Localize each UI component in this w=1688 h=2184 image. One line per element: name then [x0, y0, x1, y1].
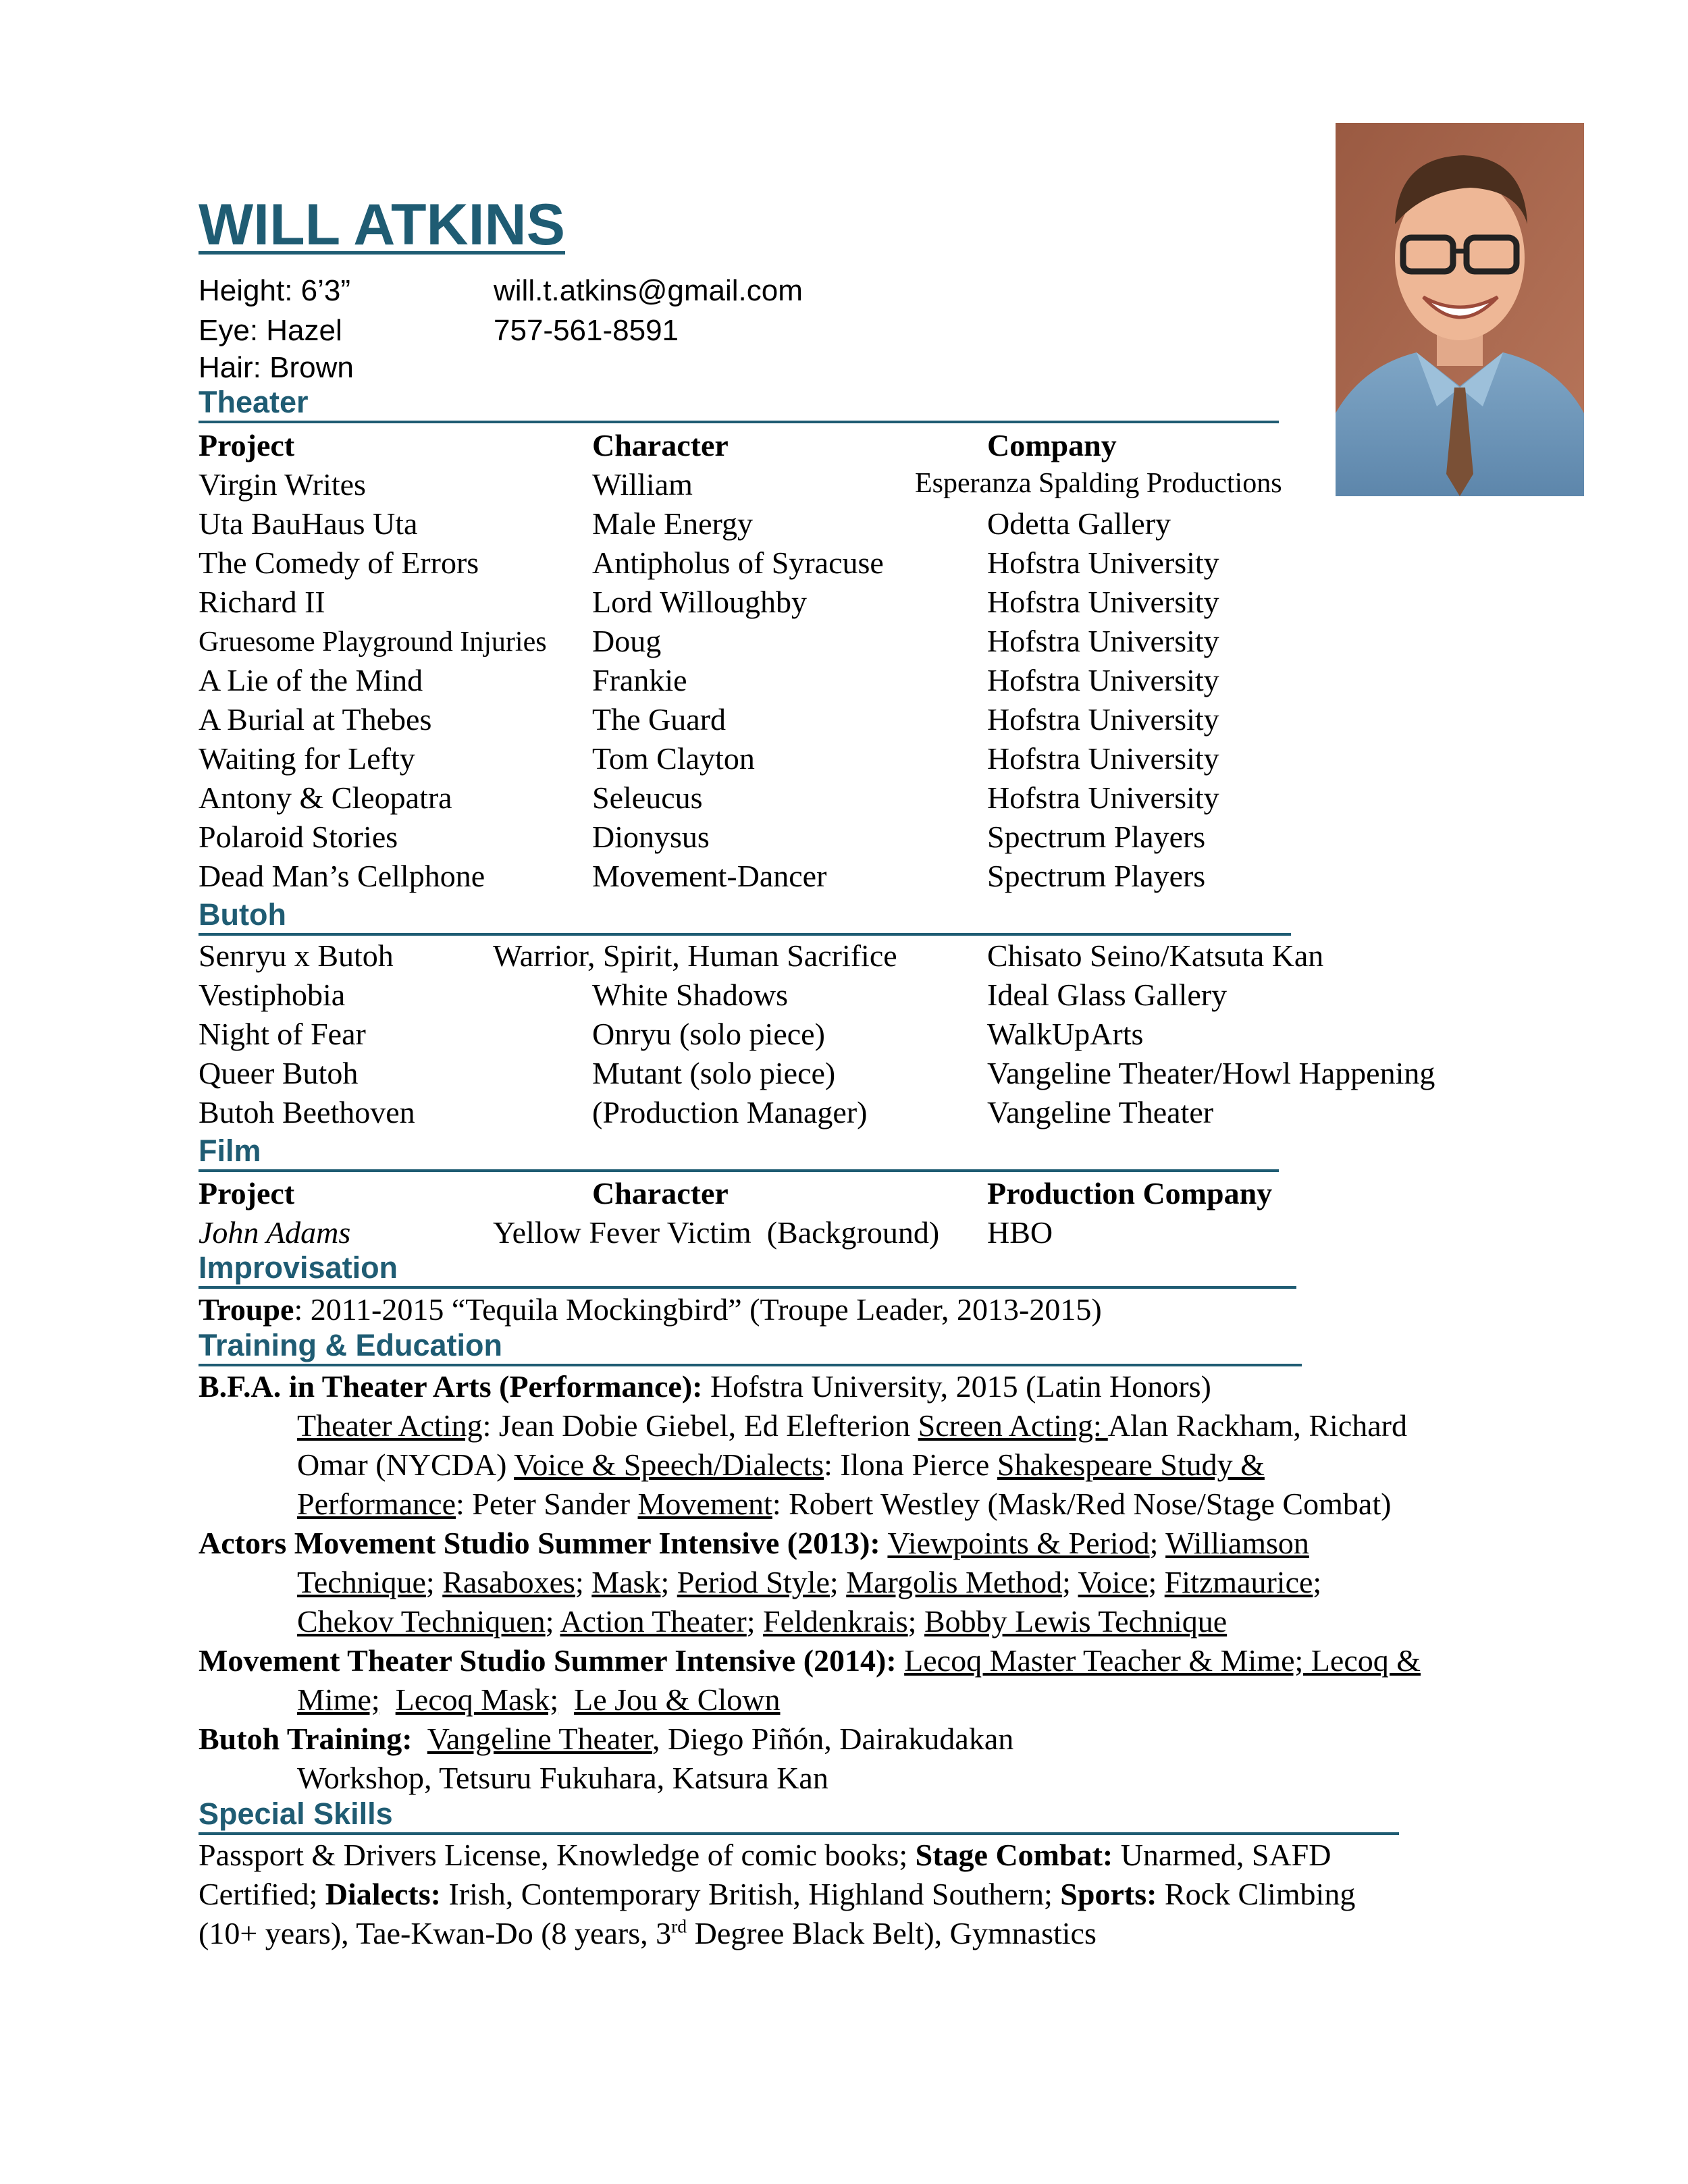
skills-text: (10+ years), Tae-Kwan-Do (8 years, 3 [199, 1916, 672, 1950]
training-course: Shakespeare Study & [997, 1447, 1265, 1482]
theater-project: Gruesome Playground Injuries [199, 627, 547, 658]
skills-line [199, 1916, 1097, 1952]
butoh-row [0, 1017, 1688, 1056]
troupe-text: : 2011-2015 “Tequila Mockingbird” (Troupe Leader, 2013-2015) [294, 1292, 1102, 1327]
phone-text: 757-561-8591 [494, 314, 679, 347]
butoh-company: WalkUpArts [987, 1017, 1144, 1051]
training-course: Chekov Techniquen [297, 1604, 546, 1639]
theater-row [0, 820, 1688, 859]
improv-section-heading: Improvisation [199, 1252, 398, 1289]
training-course: Viewpoints & Period [887, 1526, 1150, 1560]
training-course: Fitzmaurice [1164, 1565, 1313, 1599]
theater-project: Uta BauHaus Uta [199, 506, 418, 541]
training-course: Vangeline Theater [427, 1722, 652, 1756]
butoh-role: (Production Manager) [592, 1095, 868, 1129]
butoh-project: Queer Butoh [199, 1056, 359, 1090]
theater-character: Lord Willoughby [592, 585, 808, 619]
theater-row [0, 624, 1688, 663]
training-course: Mask [591, 1565, 661, 1599]
email-link[interactable]: will.t.atkins@gmail.com [494, 274, 803, 307]
training-teachers: : Robert Westley (Mask/Red Nose/Stage Combat) [772, 1487, 1392, 1521]
mts-label: Movement Theater Studio Summer Intensive (2014): [199, 1643, 897, 1678]
film-company: HBO [987, 1215, 1053, 1250]
butoh-training-detail: Workshop, Tetsuru Fukuhara, Katsura Kan [297, 1761, 828, 1795]
height-text: Height: 6’3” [199, 274, 351, 307]
training-course: Technique [297, 1565, 426, 1599]
theater-row [0, 663, 1688, 702]
theater-character: Frankie [592, 663, 687, 697]
theater-company: Spectrum Players [987, 820, 1206, 854]
training-course: Screen Acting: [918, 1408, 1108, 1443]
training-course: Mime; [297, 1682, 380, 1717]
skills-text: Degree Black Belt), Gymnastics [687, 1916, 1097, 1950]
training-course: Movement [637, 1487, 772, 1521]
hair-text: Hair: Brown [199, 351, 354, 384]
butoh-project: Night of Fear [199, 1017, 366, 1051]
theater-company: Hofstra University [987, 702, 1219, 737]
butoh-company: Chisato Seino/Katsuta Kan [987, 938, 1324, 973]
bfa-text: Hofstra University, 2015 (Latin Honors) [702, 1369, 1211, 1404]
training-teachers: Omar (NYCDA) [297, 1447, 515, 1482]
theater-character: Doug [592, 624, 662, 658]
butoh-role: White Shadows [592, 978, 789, 1012]
theater-company: Hofstra University [987, 624, 1219, 658]
skills-text: Rock Climbing [1157, 1877, 1356, 1911]
film-section-heading: Film [199, 1136, 261, 1172]
theater-row [0, 506, 1688, 545]
theater-project: Antony & Cleopatra [199, 780, 452, 815]
film-header-company: Production Company [987, 1176, 1273, 1210]
skills-label: Stage Combat: [915, 1838, 1113, 1872]
butoh-training-label: Butoh Training: [199, 1722, 413, 1756]
theater-company: Hofstra University [987, 780, 1219, 815]
training-course: Bobby Lewis Technique [924, 1604, 1228, 1639]
training-course: Le Jou & Clown [574, 1682, 781, 1717]
training-course: Theater Acting [297, 1408, 483, 1443]
film-project: John Adams [199, 1215, 351, 1250]
butoh-row [0, 1056, 1688, 1095]
theater-character: Seleucus [592, 780, 703, 815]
bfa-detail-line [297, 1487, 1391, 1522]
theater-company: Odetta Gallery [987, 506, 1171, 541]
bfa-label: B.F.A. in Theater Arts (Performance): [199, 1369, 703, 1404]
theater-company: Hofstra University [987, 585, 1219, 619]
bfa-detail-line [297, 1447, 1265, 1483]
ams-line: Actors Movement Studio Summer Intensive (2013): Viewpoints & Period; Williamson [199, 1526, 1309, 1560]
butoh-project: Vestiphobia [199, 978, 346, 1012]
butoh-role: Mutant (solo piece) [592, 1056, 836, 1090]
butoh-project: Senryu x Butoh [199, 938, 394, 973]
butoh-role: Warrior, Spirit, Human Sacrifice [493, 938, 897, 973]
theater-company: Hofstra University [987, 741, 1219, 776]
theater-section-heading: Theater [199, 387, 309, 423]
training-teachers: : Ilona Pierce [824, 1447, 997, 1482]
theater-character: Male Energy [592, 506, 754, 541]
improv-troupe-line [199, 1292, 1102, 1328]
theater-company: Esperanza Spalding Productions [915, 468, 1282, 499]
mts-detail-line [297, 1682, 781, 1718]
theater-project: A Burial at Thebes [199, 702, 432, 737]
film-character: Yellow Fever Victim (Background) [493, 1215, 940, 1250]
training-course: Lecoq Master Teacher & Mime; Lecoq & [904, 1643, 1421, 1678]
theater-header-company: Company [987, 428, 1117, 462]
ams-detail-line: Chekov Techniquen; Action Theater; Feldenkrais; Bobby Lewis Technique [297, 1604, 1228, 1639]
theater-company: Hofstra University [987, 663, 1219, 697]
theater-row [0, 780, 1688, 820]
skills-line [199, 1877, 1355, 1913]
film-header-row [0, 1176, 1688, 1215]
theater-header-row [0, 428, 1688, 467]
film-header-character: Character [592, 1176, 729, 1210]
training-course: Williamson [1165, 1526, 1309, 1560]
skills-text: Certified; [199, 1877, 325, 1911]
theater-company: Spectrum Players [987, 859, 1206, 893]
theater-project: Dead Man’s Cellphone [199, 859, 485, 893]
theater-row [0, 741, 1688, 780]
butoh-training-line [199, 1722, 1013, 1757]
theater-character: Dionysus [592, 820, 710, 854]
training-course: Performance [297, 1487, 456, 1521]
theater-character: Tom Clayton [592, 741, 755, 776]
training-teachers: : Jean Dobie Giebel, Ed Elefterion [482, 1408, 918, 1443]
theater-project: Richard II [199, 585, 325, 619]
skills-line [199, 1838, 1331, 1873]
ordinal-suffix: rd [671, 1915, 687, 1937]
skills-text: Unarmed, SAFD [1113, 1838, 1331, 1872]
theater-row [0, 467, 1688, 506]
troupe-label: Troupe [199, 1292, 294, 1327]
theater-character: Movement-Dancer [592, 859, 827, 893]
butoh-company: Vangeline Theater/Howl Happening [987, 1056, 1435, 1090]
ams-label: Actors Movement Studio Summer Intensive (2013): [199, 1526, 880, 1560]
butoh-row [0, 1095, 1688, 1134]
butoh-section-heading: Butoh [199, 899, 286, 936]
theater-row [0, 859, 1688, 898]
training-course: Voice & Speech/Dialects [514, 1447, 824, 1482]
butoh-row [0, 938, 1688, 978]
mts-line [199, 1643, 1421, 1679]
ams-detail-line: Technique; Rasaboxes; Mask; Period Style; Margolis Method; Voice; Fitzmaurice; [297, 1565, 1322, 1599]
skills-text: Irish, Contemporary British, Highland Southern; [440, 1877, 1061, 1911]
theater-character: William [592, 467, 693, 502]
theater-character: Antipholus of Syracuse [592, 545, 884, 580]
butoh-project: Butoh Beethoven [199, 1095, 415, 1129]
training-course: Voice [1078, 1565, 1149, 1599]
skills-label: Dialects: [325, 1877, 441, 1911]
training-course: Period Style [677, 1565, 830, 1599]
butoh-role: Onryu (solo piece) [592, 1017, 825, 1051]
skills-text: Passport & Drivers License, Knowledge of comic books; [199, 1838, 916, 1872]
bfa-detail-line [297, 1408, 1407, 1444]
training-teachers: Alan Rackham, Richard [1107, 1408, 1407, 1443]
training-teachers: , Diego Piñón, Dairakudakan [652, 1722, 1014, 1756]
theater-company: Hofstra University [987, 545, 1219, 580]
theater-project: Polaroid Stories [199, 820, 398, 854]
theater-header-character: Character [592, 428, 729, 462]
butoh-company: Vangeline Theater [987, 1095, 1214, 1129]
theater-row [0, 545, 1688, 585]
theater-project: Waiting for Lefty [199, 741, 415, 776]
training-course: Lecoq Mask; [395, 1682, 559, 1717]
butoh-row [0, 978, 1688, 1017]
training-course: Margolis Method [846, 1565, 1063, 1599]
theater-project: A Lie of the Mind [199, 663, 423, 697]
bfa-line [199, 1369, 1211, 1405]
eye-text: Eye: Hazel [199, 314, 342, 347]
theater-header-project: Project [199, 428, 295, 462]
theater-row [0, 585, 1688, 624]
theater-row [0, 702, 1688, 741]
film-row [0, 1215, 1688, 1254]
skills-section-heading: Special Skills [199, 1799, 393, 1835]
theater-project: The Comedy of Errors [199, 545, 479, 580]
theater-character: The Guard [592, 702, 726, 737]
film-header-project: Project [199, 1176, 295, 1210]
training-teachers: : Peter Sander [456, 1487, 638, 1521]
butoh-company: Ideal Glass Gallery [987, 978, 1228, 1012]
training-course: Feldenkrais [763, 1604, 908, 1639]
training-course: Action Theater [560, 1604, 747, 1639]
training-section-heading: Training & Education [199, 1330, 502, 1366]
training-course: Rasaboxes [442, 1565, 575, 1599]
theater-project: Virgin Writes [199, 467, 366, 502]
name-heading: WILL ATKINS [199, 192, 566, 257]
skills-label: Sports: [1060, 1877, 1157, 1911]
